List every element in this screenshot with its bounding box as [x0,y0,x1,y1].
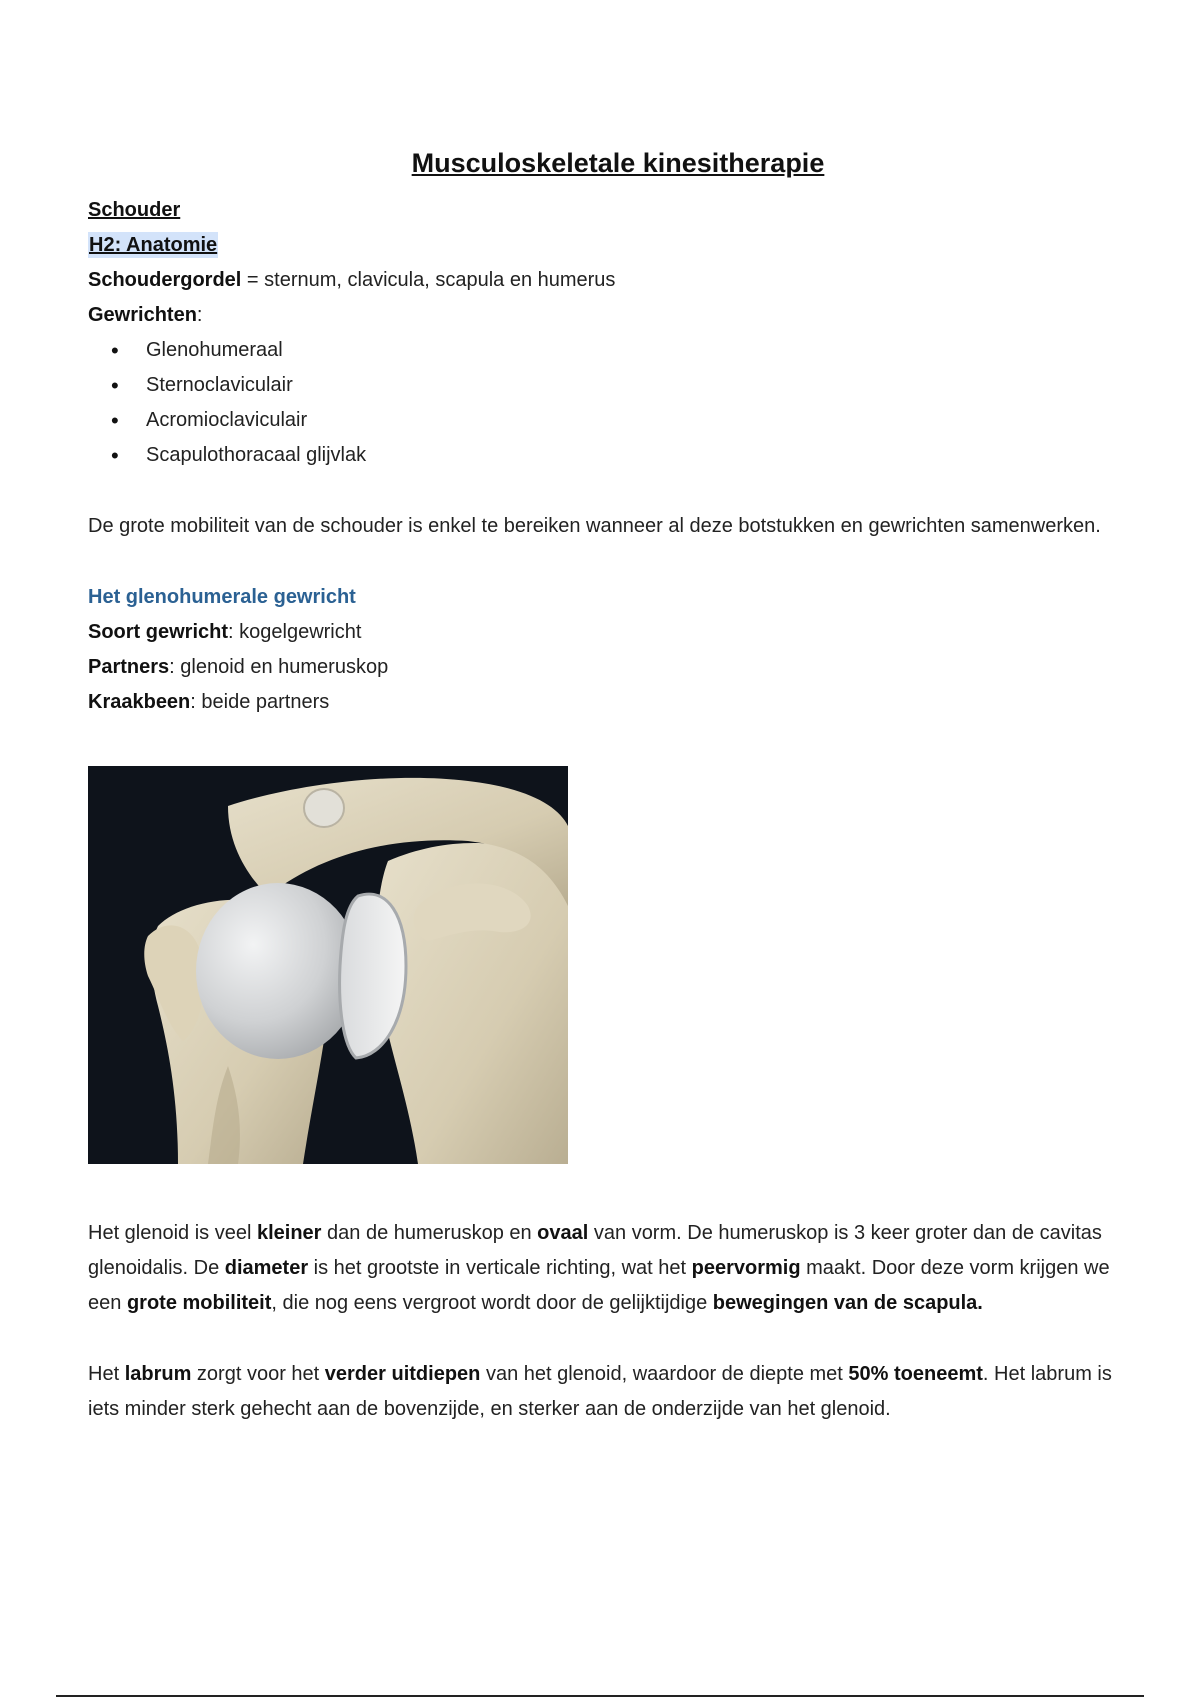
joints-list [88,333,1148,473]
joints-label: Gewrichten [88,304,197,326]
spacer [88,1164,1148,1216]
text: Het glenoid is veel [88,1222,257,1244]
spacer [88,473,1148,509]
shoulder-joint-illustration [88,766,568,1164]
fact-value: : glenoid en humeruskop [169,656,389,678]
spacer [88,1321,1148,1357]
text: , die nog eens vergroot wordt door de gelijktijdige [271,1292,713,1314]
text: maakt. Door deze vorm krijgen we een [88,1257,1110,1314]
joints-label-colon: : [196,304,203,326]
glenoid-paragraph [88,1216,1148,1321]
list-item: • Sternoclaviculair [146,368,1148,403]
document-title: Musculoskeletale kinesitherapie [411,148,825,178]
labrum-paragraph [88,1357,1148,1427]
chapter-heading [88,228,1148,263]
shoulder-girdle-term: Schoudergordel [88,269,242,291]
fact-label: Soort gewricht [88,621,229,643]
fact-cartilage [88,685,1148,720]
acromion-tip [304,789,344,827]
humeral-head-cartilage [196,883,360,1059]
section-heading [88,193,1148,228]
text: zorgt voor het [191,1363,325,1385]
list-item: • Scapulothoracaal glijvlak [146,438,1148,473]
section-title: Schouder [88,199,181,221]
bold-text: ovaal [537,1222,589,1244]
fact-label: Kraakbeen [88,691,191,713]
text: dan de humeruskop en [321,1222,538,1244]
bold-text: bewegingen van de scapula. [712,1292,983,1314]
fact-value: : kogelgewricht [228,621,362,643]
glenohumeral-heading: Het glenohumerale gewricht [88,586,356,608]
bold-text: 50% toeneemt [848,1363,983,1385]
fact-joint-type [88,615,1148,650]
joints-label-line [88,298,1148,333]
text: . Het labrum is iets minder sterk gehecht aan de bovenzijde, en sterker aan de onderzijde van het glenoid. [88,1363,1112,1420]
list-item: • Glenohumeraal [146,333,1148,368]
chapter-title: H2: Anatomie [89,234,218,256]
text: Het [88,1363,125,1385]
document-page [88,140,1148,1427]
list-item: • Acromioclaviculair [146,403,1148,438]
mobility-paragraph: De grote mobiliteit van de schouder is enkel te bereiken wanneer al deze botstukken en gewrichten samenwerken. [88,515,1101,537]
fact-partners [88,650,1148,685]
fact-label: Partners [88,656,170,678]
shoulder-girdle-definition: = sternum, clavicula, scapula en humerus [241,269,616,291]
bold-text: grote mobiliteit [126,1292,272,1314]
bold-text: labrum [124,1363,192,1385]
fact-value: : beide partners [190,691,330,713]
footer-divider [56,1695,1144,1697]
text: is het grootste in verticale richting, wat het [308,1257,692,1279]
text: van vorm. De humeruskop is 3 keer groter dan de cavitas glenoidalis. De [88,1222,1102,1279]
shoulder-girdle-line [88,263,1148,298]
bold-text: diameter [224,1257,309,1279]
text: van het glenoid, waardoor de diepte met [480,1363,849,1385]
bold-text: peervormig [691,1257,801,1279]
spacer [88,544,1148,580]
bold-text: kleiner [256,1222,322,1244]
bold-text: verder uitdiepen [324,1363,481,1385]
shoulder-joint-drawing [88,766,568,1164]
